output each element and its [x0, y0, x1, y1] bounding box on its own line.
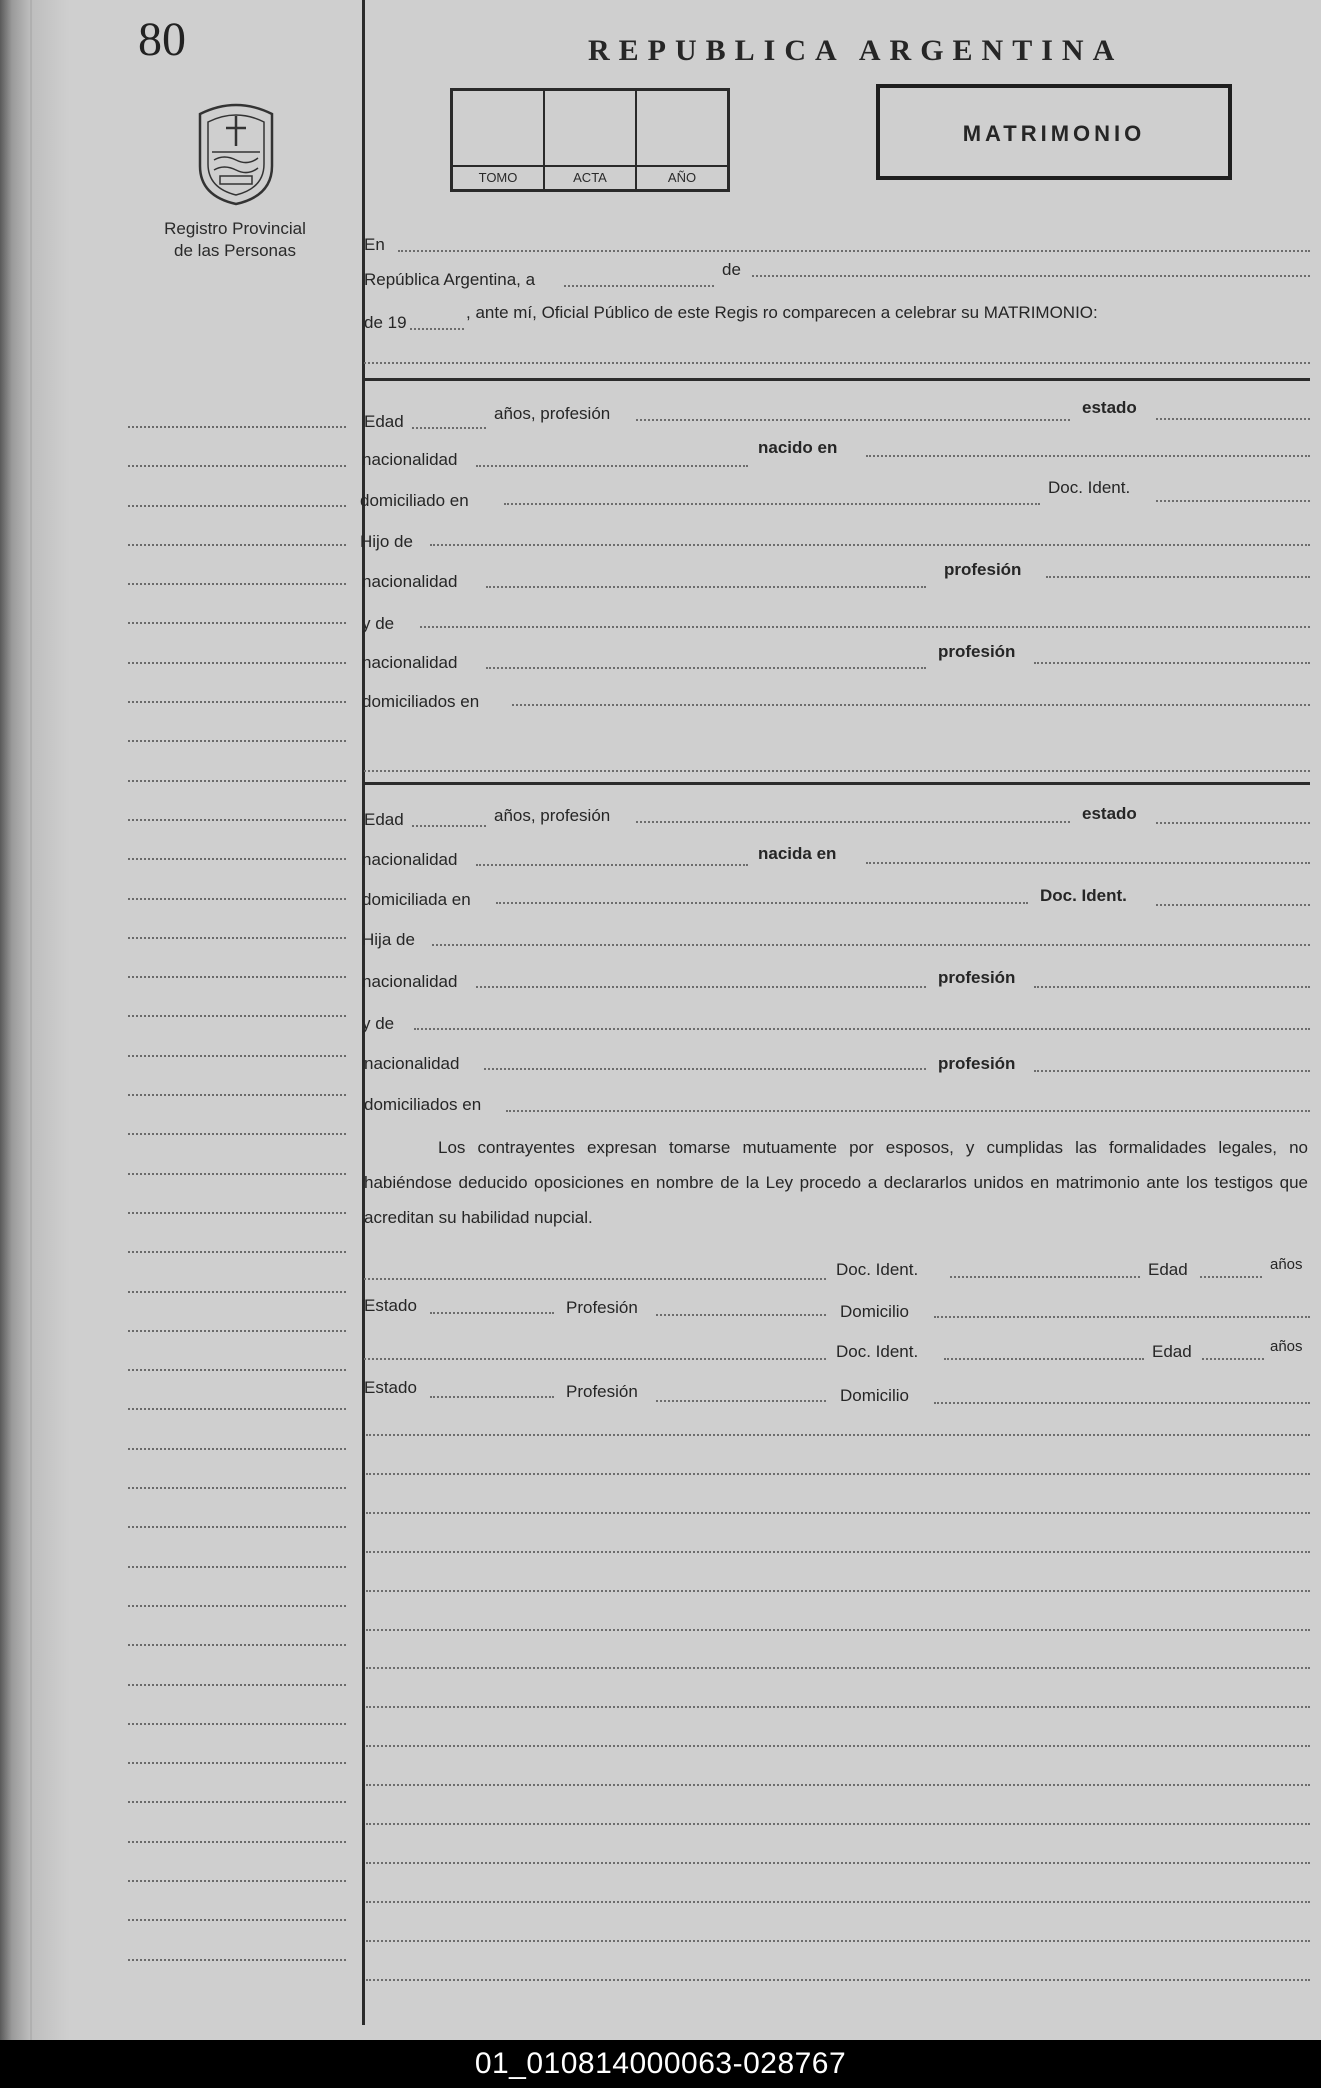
witness-2-profesion-label: Profesión	[566, 1382, 638, 1401]
margin-note-line[interactable]	[128, 1723, 346, 1725]
margin-note-line[interactable]	[128, 583, 346, 585]
groom-parents-domicilio-field[interactable]	[512, 704, 1310, 706]
margin-note-line[interactable]	[128, 701, 346, 703]
bride-edad-field[interactable]	[412, 825, 486, 827]
bride-father-nacionalidad-label: nacionalidad	[362, 972, 458, 991]
bride-doc-ident-field[interactable]	[1156, 904, 1310, 906]
groom-nacido-en-label: nacido en	[758, 438, 838, 457]
witness-2-anos-label: años	[1270, 1338, 1303, 1355]
groom-estado-label: estado	[1082, 398, 1137, 417]
witness-2-name-field[interactable]	[364, 1358, 826, 1360]
note-line[interactable]	[366, 1823, 1310, 1825]
intro-de-label: de	[722, 260, 741, 279]
acta-cell[interactable]	[545, 91, 637, 189]
margin-note-line[interactable]	[128, 426, 346, 428]
groom-estado-field[interactable]	[1156, 418, 1310, 420]
bride-hija-de-label: Hija de	[362, 930, 415, 949]
note-line[interactable]	[366, 1590, 1310, 1592]
margin-note-line[interactable]	[128, 780, 346, 782]
groom-domiciliados-label: domiciliados en	[362, 692, 480, 711]
margin-note-line[interactable]	[128, 1841, 346, 1843]
declaration-paragraph	[364, 1130, 1308, 1235]
margin-note-line[interactable]	[128, 1015, 346, 1017]
note-line[interactable]	[366, 1551, 1310, 1553]
witness-1-estado-field[interactable]	[430, 1312, 554, 1314]
margin-note-line[interactable]	[128, 1055, 346, 1057]
groom-doc-ident-label: Doc. Ident.	[1048, 478, 1131, 497]
witness-2-domicilio-label: Domicilio	[840, 1386, 909, 1405]
bride-nacionalidad-label: nacionalidad	[362, 850, 458, 869]
page-number: 80	[138, 13, 186, 66]
margin-note-line[interactable]	[128, 505, 346, 507]
witness-2-estado-label: Estado	[364, 1378, 417, 1397]
declaration-text: Los contrayentes expresan tomarse mutuamente por esposos, y cumplidas las formalidades legales, no habiéndose deducido oposiciones en nombre de la Ley procedo a declararlos unidos en matrimonio ante los testigos que acreditan su habilidad nupcial.	[364, 1138, 1308, 1227]
margin-note-line[interactable]	[128, 1566, 346, 1568]
witness-2-doc-ident-field[interactable]	[944, 1358, 1144, 1360]
bride-y-de-label: y de	[362, 1014, 395, 1033]
bride-domiciliados-label: domiciliados en	[364, 1095, 482, 1114]
intro-month-field[interactable]	[752, 275, 1310, 277]
groom-edad-label: Edad	[364, 412, 404, 431]
witness-1-doc-ident-field[interactable]	[950, 1276, 1140, 1278]
groom-extra-field[interactable]	[364, 770, 1310, 772]
section-rule-2	[364, 782, 1310, 785]
groom-mother-nacionalidad-field[interactable]	[486, 667, 926, 669]
bride-domiciliada-label: domiciliada en	[362, 890, 471, 909]
witness-1-edad-label: Edad	[1148, 1260, 1188, 1279]
note-line[interactable]	[366, 1706, 1310, 1708]
witness-2-edad-field[interactable]	[1202, 1358, 1264, 1360]
margin-note-line[interactable]	[128, 1094, 346, 1096]
margin-note-line[interactable]	[128, 1369, 346, 1371]
witness-2-domicilio-field[interactable]	[934, 1402, 1310, 1404]
bride-mother-profesion-field[interactable]	[1034, 1070, 1310, 1072]
bride-mother-profesion-label: profesión	[938, 1054, 1016, 1073]
margin-note-line[interactable]	[128, 1959, 346, 1961]
ano-cell[interactable]	[637, 91, 727, 189]
note-line[interactable]	[366, 1512, 1310, 1514]
groom-nacido-en-field[interactable]	[866, 455, 1310, 457]
bride-estado-label: estado	[1082, 804, 1137, 823]
bride-nacionalidad-field[interactable]	[476, 864, 748, 866]
witness-1-anos-label: años	[1270, 1256, 1303, 1273]
margin-note-line[interactable]	[128, 465, 346, 467]
bride-profesion-field[interactable]	[636, 821, 1070, 823]
margin-note-line[interactable]	[128, 662, 346, 664]
witness-1-estado-label: Estado	[364, 1296, 417, 1315]
margin-note-line[interactable]	[128, 1133, 346, 1135]
margin-note-line[interactable]	[128, 1291, 346, 1293]
margin-note-line[interactable]	[128, 1801, 346, 1803]
ano-label: AÑO	[637, 165, 727, 189]
groom-nacionalidad-label: nacionalidad	[362, 450, 458, 469]
intro-year-label: de 19	[364, 313, 407, 332]
bride-edad-label: Edad	[364, 810, 404, 829]
registry-line-1: Registro Provincial	[164, 219, 306, 238]
groom-profesion-field[interactable]	[636, 419, 1070, 421]
margin-note-line[interactable]	[128, 1251, 346, 1253]
margin-note-line[interactable]	[128, 1408, 346, 1410]
bride-father-nacionalidad-field[interactable]	[476, 986, 926, 988]
note-line[interactable]	[366, 1901, 1310, 1903]
groom-mother-profesion-field[interactable]	[1034, 662, 1310, 664]
margin-note-line[interactable]	[128, 1526, 346, 1528]
intro-day-field[interactable]	[564, 285, 714, 287]
groom-father-field[interactable]	[430, 544, 1310, 546]
margin-note-line[interactable]	[128, 1644, 346, 1646]
margin-note-line[interactable]	[128, 1448, 346, 1450]
margin-note-line[interactable]	[128, 544, 346, 546]
document-title: REPUBLICA ARGENTINA	[588, 34, 1124, 67]
note-line[interactable]	[366, 1979, 1310, 1981]
groom-father-nacionalidad-field[interactable]	[486, 586, 926, 588]
acta-label: ACTA	[545, 165, 635, 189]
bride-doc-ident-label: Doc. Ident.	[1040, 886, 1127, 905]
intro-en-label: En	[364, 235, 385, 254]
intro-extra-field[interactable]	[364, 362, 1310, 364]
witness-1-profesion-field[interactable]	[656, 1314, 826, 1316]
witness-2-profesion-field[interactable]	[656, 1400, 826, 1402]
note-line[interactable]	[366, 1862, 1310, 1864]
margin-note-line[interactable]	[128, 819, 346, 821]
bride-mother-field[interactable]	[414, 1028, 1310, 1030]
bride-father-field[interactable]	[432, 944, 1310, 946]
margin-note-line[interactable]	[128, 937, 346, 939]
bride-nacida-en-label: nacida en	[758, 844, 837, 863]
note-line[interactable]	[366, 1940, 1310, 1942]
margin-note-line[interactable]	[128, 1487, 346, 1489]
witness-1-profesion-label: Profesión	[566, 1298, 638, 1317]
footer-image-id: 01_010814000063-028767	[0, 2040, 1321, 2088]
margin-note-line[interactable]	[128, 740, 346, 742]
groom-domicilio-field[interactable]	[504, 503, 1040, 505]
witness-1-name-field[interactable]	[364, 1278, 826, 1280]
groom-father-profesion-field[interactable]	[1046, 576, 1310, 578]
provincial-seal-icon	[190, 96, 282, 208]
bride-estado-field[interactable]	[1156, 822, 1310, 824]
bride-mother-nacionalidad-field[interactable]	[484, 1068, 926, 1070]
groom-mother-profesion-label: profesión	[938, 642, 1016, 661]
margin-note-line[interactable]	[128, 1330, 346, 1332]
bride-parents-domicilio-field[interactable]	[506, 1110, 1310, 1112]
margin-note-line[interactable]	[128, 1762, 346, 1764]
note-line[interactable]	[366, 1434, 1310, 1436]
intro-republica-label: República Argentina, a	[364, 270, 536, 289]
bride-nacida-en-field[interactable]	[866, 862, 1310, 864]
intro-en-field[interactable]	[398, 250, 1310, 252]
tomo-label: TOMO	[453, 165, 543, 189]
book-binding-edge	[0, 0, 70, 2040]
margin-note-line[interactable]	[128, 1605, 346, 1607]
note-line[interactable]	[366, 1784, 1310, 1786]
reference-box	[450, 88, 730, 192]
groom-father-profesion-label: profesión	[944, 560, 1022, 579]
margin-rule	[362, 0, 365, 2025]
tomo-cell[interactable]	[453, 91, 545, 189]
witness-1-domicilio-label: Domicilio	[840, 1302, 909, 1321]
bride-mother-nacionalidad-label: nacionalidad	[364, 1054, 460, 1073]
act-type-box: MATRIMONIO	[876, 84, 1232, 180]
witness-1-doc-ident-label: Doc. Ident.	[836, 1260, 919, 1279]
intro-comparecen-label: , ante mí, Oficial Público de este Regis ro comparecen a celebrar su MATRIMONIO:	[466, 303, 1098, 322]
margin-note-line[interactable]	[128, 976, 346, 978]
groom-domiciliado-label: domiciliado en	[360, 491, 469, 510]
groom-doc-ident-field[interactable]	[1156, 500, 1310, 502]
bride-domicilio-field[interactable]	[496, 902, 1028, 904]
groom-hijo-de-label: Hijo de	[360, 532, 413, 551]
witness-2-estado-field[interactable]	[430, 1396, 554, 1398]
registry-line-2: de las Personas	[174, 241, 296, 260]
groom-mother-field[interactable]	[420, 626, 1310, 628]
bride-father-profesion-field[interactable]	[1034, 986, 1310, 988]
witness-1-domicilio-field[interactable]	[934, 1316, 1310, 1318]
note-line[interactable]	[366, 1745, 1310, 1747]
margin-note-line[interactable]	[128, 1919, 346, 1921]
registry-name	[150, 218, 320, 262]
bride-anos-profesion-label: años, profesión	[494, 806, 611, 825]
margin-note-line[interactable]	[128, 1173, 346, 1175]
witness-2-doc-ident-label: Doc. Ident.	[836, 1342, 919, 1361]
groom-mother-nacionalidad-label: nacionalidad	[362, 653, 458, 672]
margin-note-line[interactable]	[128, 1684, 346, 1686]
margin-note-line[interactable]	[128, 1880, 346, 1882]
groom-father-nacionalidad-label: nacionalidad	[362, 572, 458, 591]
groom-nacionalidad-field[interactable]	[476, 465, 748, 467]
note-line[interactable]	[366, 1473, 1310, 1475]
note-line[interactable]	[366, 1629, 1310, 1631]
groom-anos-profesion-label: años, profesión	[494, 404, 611, 423]
intro-year-field[interactable]	[410, 328, 464, 330]
margin-note-line[interactable]	[128, 1212, 346, 1214]
section-rule-1	[364, 378, 1310, 381]
margin-note-line[interactable]	[128, 858, 346, 860]
margin-note-line[interactable]	[128, 622, 346, 624]
witness-2-edad-label: Edad	[1152, 1342, 1192, 1361]
groom-y-de-label: y de	[362, 614, 395, 633]
bride-father-profesion-label: profesión	[938, 968, 1016, 987]
note-line[interactable]	[366, 1667, 1310, 1669]
witness-1-edad-field[interactable]	[1200, 1276, 1262, 1278]
margin-note-line[interactable]	[128, 898, 346, 900]
groom-edad-field[interactable]	[412, 427, 486, 429]
